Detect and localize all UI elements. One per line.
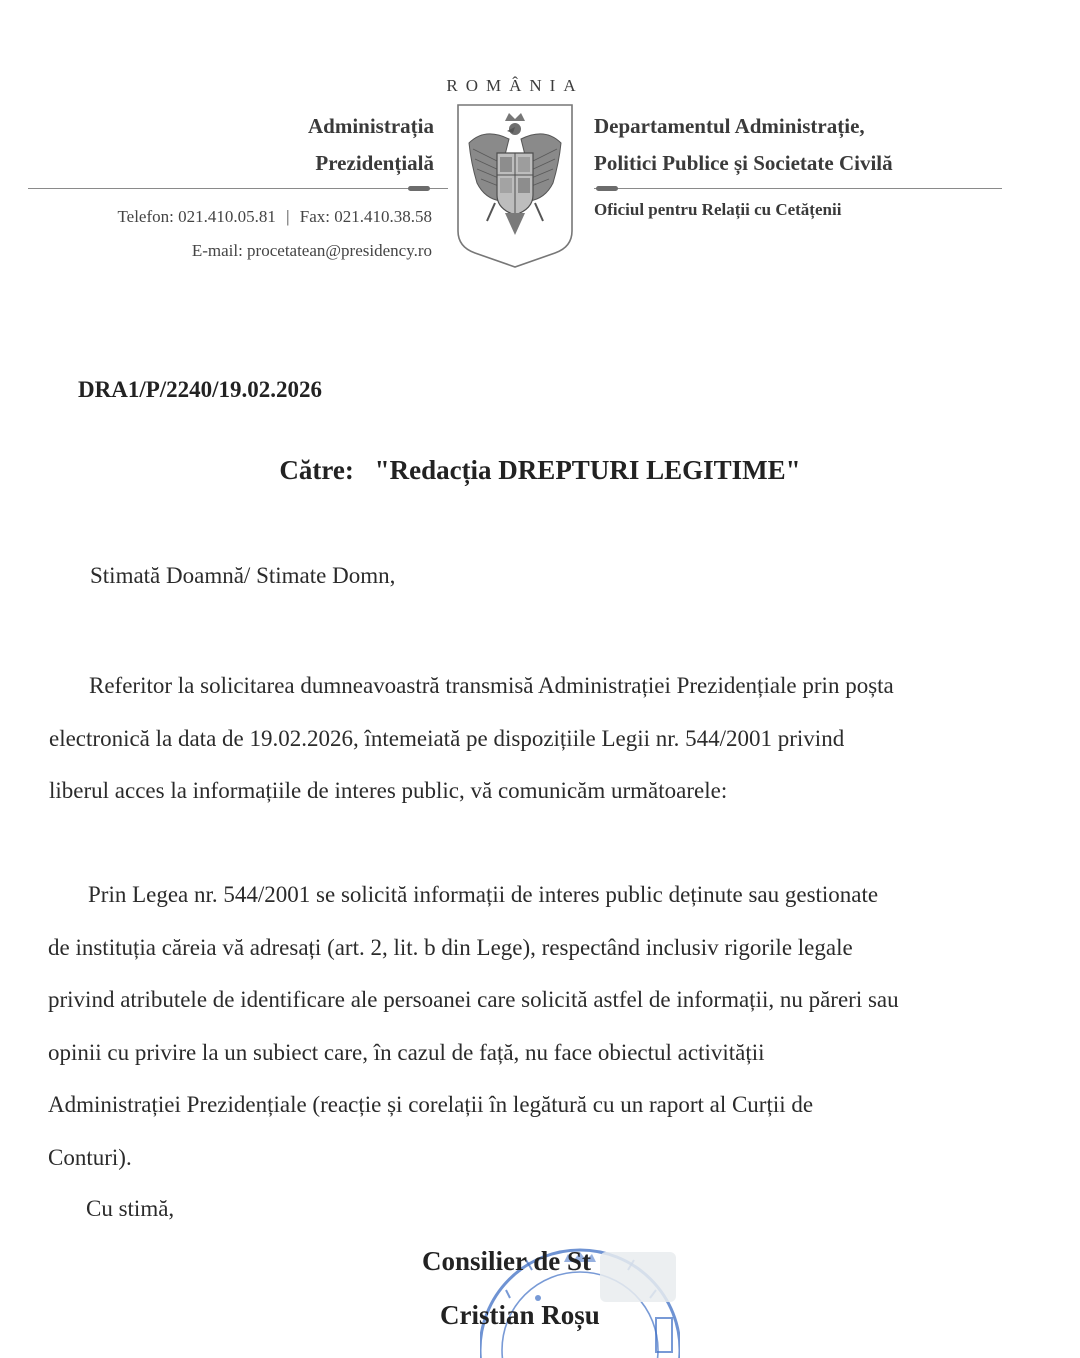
paragraph-2-line: Prin Legea nr. 544/2001 se solicită informații de interes public deținute sau gestionate bbox=[88, 882, 879, 907]
header-right-department bbox=[594, 108, 893, 182]
header-office: Oficiul pentru Relații cu Cetățenii bbox=[594, 200, 842, 219]
registration-number: DRA1/P/2240/19.02.2026 bbox=[78, 377, 323, 402]
recipient-line bbox=[0, 455, 1080, 486]
left-org-line-2: Prezidențială bbox=[315, 151, 434, 175]
paragraph-1-line: electronică la data de 19.02.2026, întemeiată pe dispozițiile Legii nr. 544/2001 privind bbox=[49, 725, 845, 751]
paragraph-2-line: privind atributele de identificare ale persoanei care solicită astfel de informații, nu păreri sau bbox=[48, 987, 899, 1012]
phone-fax-line bbox=[117, 200, 432, 234]
header-rule-left bbox=[28, 188, 448, 189]
paragraph-2-line: opinii cu privire la un subiect care, în cazul de față, nu face obiectul activității bbox=[48, 1039, 765, 1065]
email-text: E-mail: procetatean@presidency.ro bbox=[191, 241, 432, 260]
header-left-organization bbox=[308, 108, 434, 182]
paragraph-2 bbox=[48, 869, 1038, 1184]
paragraph-2-line: Conturi). bbox=[48, 1144, 132, 1170]
signature-name: Cristian Roșu bbox=[440, 1300, 600, 1330]
right-org-line-2: Politici Publice și Societate Civilă bbox=[594, 151, 893, 175]
right-org-line-1: Departamentul Administrație, bbox=[594, 114, 865, 138]
header-rule-right bbox=[594, 188, 1002, 189]
paragraph-1 bbox=[49, 660, 1039, 818]
paragraph-2-line: de instituția căreia vă adresați (art. 2, lit. b din Lege), respectând inclusiv rigorile legale bbox=[48, 934, 853, 960]
header-rule-right-end bbox=[596, 186, 618, 191]
header-contact bbox=[117, 200, 432, 268]
paragraph-1-line: liberul acces la informațiile de interes public, vă comunicăm următoarele: bbox=[49, 778, 728, 803]
left-org-line-1: Administrația bbox=[308, 114, 434, 138]
paragraph-2-line: Administrației Prezidențiale (reacție și corelații în legătură cu un raport al Curții de bbox=[48, 1092, 814, 1117]
greeting: Stimată Doamnă/ Stimate Domn, bbox=[90, 563, 396, 588]
recipient-label: Către: bbox=[279, 455, 354, 485]
header-country: ROMÂNIA bbox=[446, 76, 584, 95]
paragraph-1-line: Referitor la solicitarea dumneavoastră transmisă Administrației Prezidențiale prin poșta bbox=[89, 673, 894, 698]
closing: Cu stimă, bbox=[86, 1196, 175, 1221]
header-rule-left-end bbox=[408, 186, 430, 191]
recipient-name: "Redacția DREPTURI LEGITIME" bbox=[374, 455, 801, 485]
fax-text: Fax: 021.410.38.58 bbox=[299, 207, 432, 226]
coat-of-arms-icon bbox=[455, 103, 575, 269]
redacted-area bbox=[600, 1252, 676, 1302]
signature-title: Consilier de St bbox=[422, 1246, 592, 1276]
contact-separator: | bbox=[286, 207, 290, 226]
phone-text: Telefon: 021.410.05.81 bbox=[117, 207, 276, 226]
